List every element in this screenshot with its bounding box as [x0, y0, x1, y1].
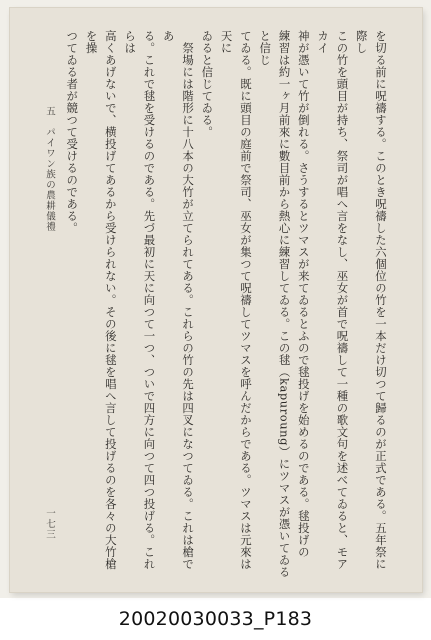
page-number: 一七三: [44, 508, 55, 540]
body-text: を切る前に呪禱する。このとき呪禱した六個位の竹を一本だけ切つて歸るのが正式である。五年祭に際し この竹を頭目が持ち、祭司が唱へ言をなし、巫女が首で呪禱して一種の歌文句を述べてゐると、モアカイ 神が憑いて竹が倒れる。さうするとツマスが来てゐるとふので毬投げを始めるのである。毬投げの 練習は約一ヶ月前來に數目前から熱心に練習してゐる。この毬（kapuroung）にツマスが憑いてゐると信じ てゐる。既に頭目の庭前で祭司、巫女が集つて呪禱してツマスを呼んだからである。ツマスは元來は天に ゐると信じてゐる。 祭場には階形に十八本の大竹が立てられてある。これらの竹の先は四叉になつてゐる。これは槍であ る。これで毬を受けるのである。先づ最初に天に向つて一つ、ついで四方に向つて四つ投げる。これらは 高くあげないで、横投げてあるから受けられない。その後に毬を唱へ言して投げるのを各々の大竹槍を操 つてゐる者が競つて受けるのである。: [65, 30, 388, 578]
image-caption: 20020030033_P183: [118, 608, 313, 630]
book-page: [10, 8, 422, 592]
running-head: 五 パイワン族の農耕儀禮: [44, 106, 55, 232]
